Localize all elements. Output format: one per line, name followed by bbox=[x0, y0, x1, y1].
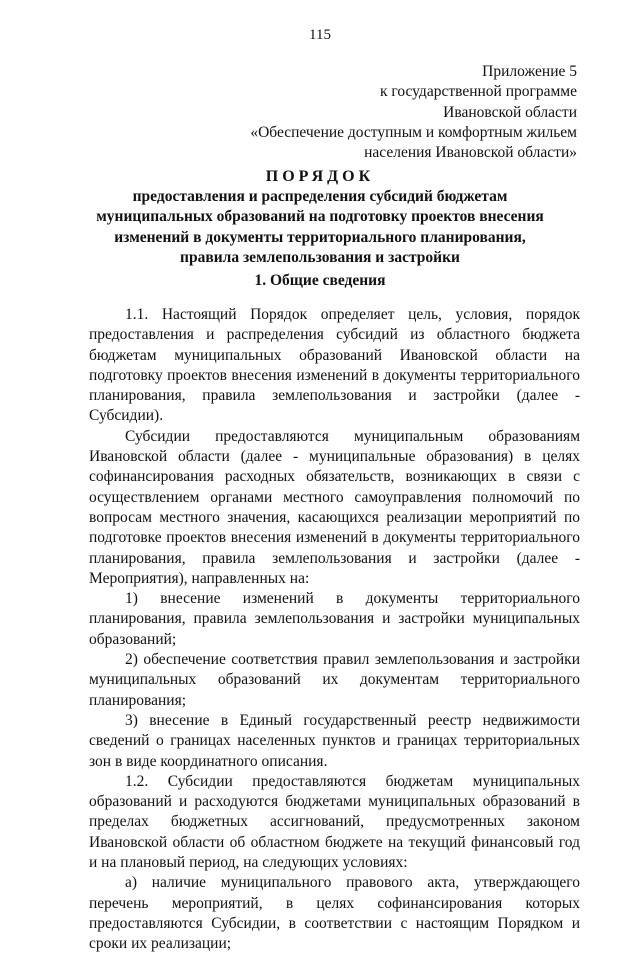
section-heading: 1. Общие сведения bbox=[254, 272, 386, 289]
appendix-reference bbox=[250, 62, 577, 163]
document-title bbox=[60, 167, 580, 268]
title-line: муниципальных образований на подготовку проектов внесения bbox=[96, 208, 544, 226]
paragraph: а) наличие муниципального правового акта, утверждающего перечень мероприятий, в целях софинансирования которых предоставляются Субсидии, в соответствии с настоящим Порядком и сроки их реализации; bbox=[89, 874, 580, 953]
title-line: правила землепользования и застройки bbox=[180, 248, 460, 266]
paragraph: 1.1. Настоящий Порядок определяет цель, условия, порядок предоставления и распределения субсидий из областного бюджета бюджетам муниципальных образований Ивановской области на подготовку проектов внесения изменений в документы территориального планирования, правила землепользования и застройки (далее - Субсидии). bbox=[89, 306, 580, 425]
paragraph: 2) обеспечение соответствия правил землепользования и застройки муниципальных образований их документам территориального планирования; bbox=[89, 651, 580, 709]
paragraph: 3) внесение в Единый государственный реестр недвижимости сведений о границах населенных пунктов и границах территориальных зон в виде координатного описания. bbox=[89, 711, 580, 770]
appendix-line: Приложение 5 bbox=[482, 63, 577, 80]
page-number: 115 bbox=[309, 27, 331, 43]
paragraph: Субсидии предоставляются муниципальным образованиям Ивановской области (далее - муниципальные образования) в целях софинансирования расходных обязательств, возникающих в связи с осуществлением органами местного самоуправления полномочий по вопросам местного значения, касающихся реализации мероприятий по подготовке проектов внесения изменений в документы территориального планирования, правила землепользования и застройки (далее - Мероприятия), направленных на: bbox=[89, 427, 580, 587]
appendix-line: Ивановской области bbox=[443, 103, 577, 121]
appendix-line: к государственной программе bbox=[379, 83, 577, 101]
paragraph: 1.2. Субсидии предоставляются бюджетам муниципальных образований и расходуются бюджетами муниципальных образований в пределах бюджетных ассигнований, предусмотренных законом Ивановской области об областном бюджете на текущий финансовый год и на плановый период, на следующих условиях: bbox=[89, 772, 580, 872]
body-text bbox=[89, 305, 580, 955]
appendix-line: населения Ивановской области» bbox=[364, 144, 577, 162]
title-line: предоставления и распределения субсидий бюджетам bbox=[132, 188, 508, 206]
paragraph: 1) внесение изменений в документы территориального планирования, правила землепользования и застройки муниципальных образований; bbox=[89, 590, 580, 648]
appendix-line: «Обеспечение доступным и комфортным жильем bbox=[250, 123, 577, 141]
title-line: изменений в документы территориального планирования, bbox=[114, 228, 526, 246]
title-main: ПОРЯДОК bbox=[265, 168, 375, 185]
